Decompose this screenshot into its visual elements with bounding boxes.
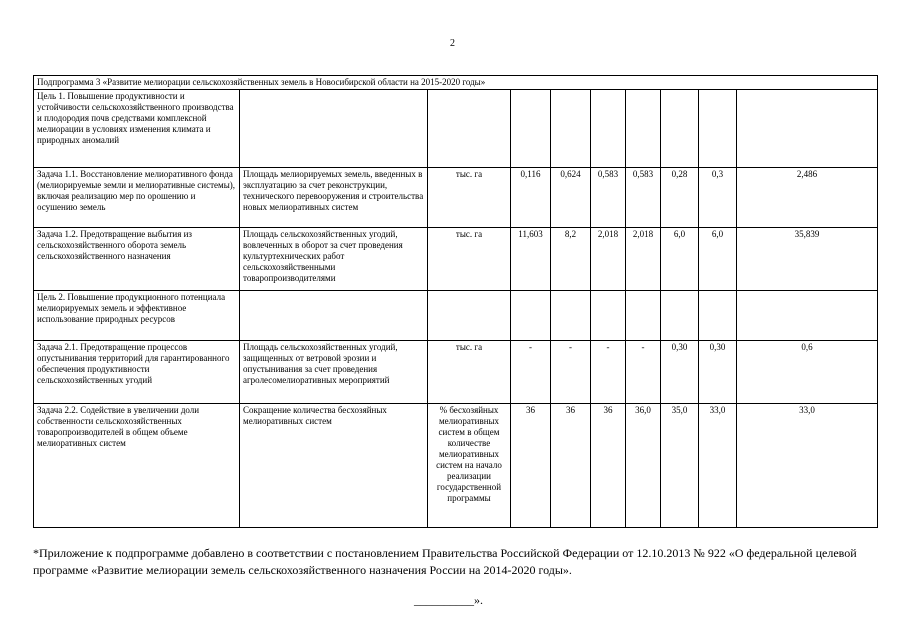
value-cell: 8,2 <box>551 228 591 291</box>
total-cell <box>737 90 878 168</box>
value-cell: 0,3 <box>699 168 737 228</box>
table-row <box>34 168 878 228</box>
value-cell <box>551 90 591 168</box>
value-cell: - <box>511 341 551 404</box>
unit-cell: % бесхозяйных мелиоративных систем в общем количестве мелиоративных систем на начало реализации государственной программы <box>428 404 511 528</box>
value-cell: 0,116 <box>511 168 551 228</box>
value-cell: - <box>551 341 591 404</box>
value-cell: 33,0 <box>699 404 737 528</box>
value-cell: 36,0 <box>626 404 661 528</box>
closing-mark: __________». <box>414 593 483 607</box>
value-cell: 0,624 <box>551 168 591 228</box>
footnote: *Приложение к подпрограмме добавлено в соответствии с постановлением Правительства Российской Федерации от 12.10.2013 № 922 «О федеральной целевой программе «Развитие мелиорации земель сельскохозяйственного назначения России на 2014-2020 годы». <box>33 546 857 577</box>
value-cell: - <box>626 341 661 404</box>
unit-cell: тыс. га <box>428 341 511 404</box>
value-cell: - <box>591 341 626 404</box>
value-cell <box>511 291 551 341</box>
value-cell <box>511 90 551 168</box>
indicator-cell: Площадь сельскохозяйственных угодий, вовлеченных в оборот за счет проведения культуртехнических работ сельскохозяйственными товаропроизводителями <box>240 228 428 291</box>
unit-cell <box>428 291 511 341</box>
value-cell <box>699 90 737 168</box>
value-cell: 2,018 <box>591 228 626 291</box>
total-cell <box>737 291 878 341</box>
page-number: 2 <box>450 38 455 49</box>
value-cell <box>626 291 661 341</box>
value-cell: 2,018 <box>626 228 661 291</box>
total-cell: 2,486 <box>737 168 878 228</box>
indicator-cell <box>240 291 428 341</box>
table-row <box>34 228 878 291</box>
value-cell: 0,30 <box>699 341 737 404</box>
value-cell <box>661 90 699 168</box>
task-cell: Цель 1. Повышение продуктивности и устойчивости сельскохозяйственного производства и плодородия почв средствами комплексной мелиорации в условиях изменения климата и природных аномалий <box>34 90 240 168</box>
task-cell: Задача 1.2. Предотвращение выбытия из сельскохозяйственного оборота земель сельскохозяйственного назначения <box>34 228 240 291</box>
value-cell <box>661 291 699 341</box>
total-cell: 35,839 <box>737 228 878 291</box>
value-cell: 6,0 <box>661 228 699 291</box>
value-cell <box>591 90 626 168</box>
table-row <box>34 291 878 341</box>
task-cell: Задача 2.1. Предотвращение процессов опустынивания территорий для гарантированного обеспечения продуктивности сельскохозяйственных угодий <box>34 341 240 404</box>
indicators-table <box>33 75 878 528</box>
value-cell: 0,30 <box>661 341 699 404</box>
value-cell <box>626 90 661 168</box>
task-cell: Задача 2.2. Содействие в увеличении доли собственности сельскохозяйственных товаропроизводителей в общем объеме мелиоративных систем <box>34 404 240 528</box>
value-cell <box>699 291 737 341</box>
value-cell: 6,0 <box>699 228 737 291</box>
indicator-cell: Площадь сельскохозяйственных угодий, защищенных от ветровой эрозии и опустынивания за счет проведения агролесомелиоративных мероприятий <box>240 341 428 404</box>
subprogram-header-row <box>34 76 878 90</box>
value-cell: 36 <box>511 404 551 528</box>
table-row <box>34 90 878 168</box>
total-cell: 33,0 <box>737 404 878 528</box>
indicator-cell: Сокращение количества бесхозяйных мелиоративных систем <box>240 404 428 528</box>
value-cell: 0,28 <box>661 168 699 228</box>
task-cell: Задача 1.1. Восстановление мелиоративного фонда (мелиорируемые земли и мелиоративные системы), включая реализацию мер по орошению и осушению земель <box>34 168 240 228</box>
value-cell <box>551 291 591 341</box>
value-cell: 0,583 <box>591 168 626 228</box>
value-cell <box>591 291 626 341</box>
unit-cell: тыс. га <box>428 168 511 228</box>
subprogram-title: Подпрограмма 3 «Развитие мелиорации сельскохозяйственных земель в Новосибирской области на 2015-2020 годы» <box>34 76 878 90</box>
value-cell: 36 <box>551 404 591 528</box>
unit-cell <box>428 90 511 168</box>
indicator-cell: Площадь мелиорируемых земель, введенных в эксплуатацию за счет реконструкции, технического перевооружения и строительства новых мелиоративных систем <box>240 168 428 228</box>
value-cell: 0,583 <box>626 168 661 228</box>
unit-cell: тыс. га <box>428 228 511 291</box>
value-cell: 11,603 <box>511 228 551 291</box>
task-cell: Цель 2. Повышение продукционного потенциала мелиорируемых земель и эффективное использование природных ресурсов <box>34 291 240 341</box>
total-cell: 0,6 <box>737 341 878 404</box>
indicator-cell <box>240 90 428 168</box>
table-row <box>34 404 878 528</box>
value-cell: 36 <box>591 404 626 528</box>
table-row <box>34 341 878 404</box>
value-cell: 35,0 <box>661 404 699 528</box>
